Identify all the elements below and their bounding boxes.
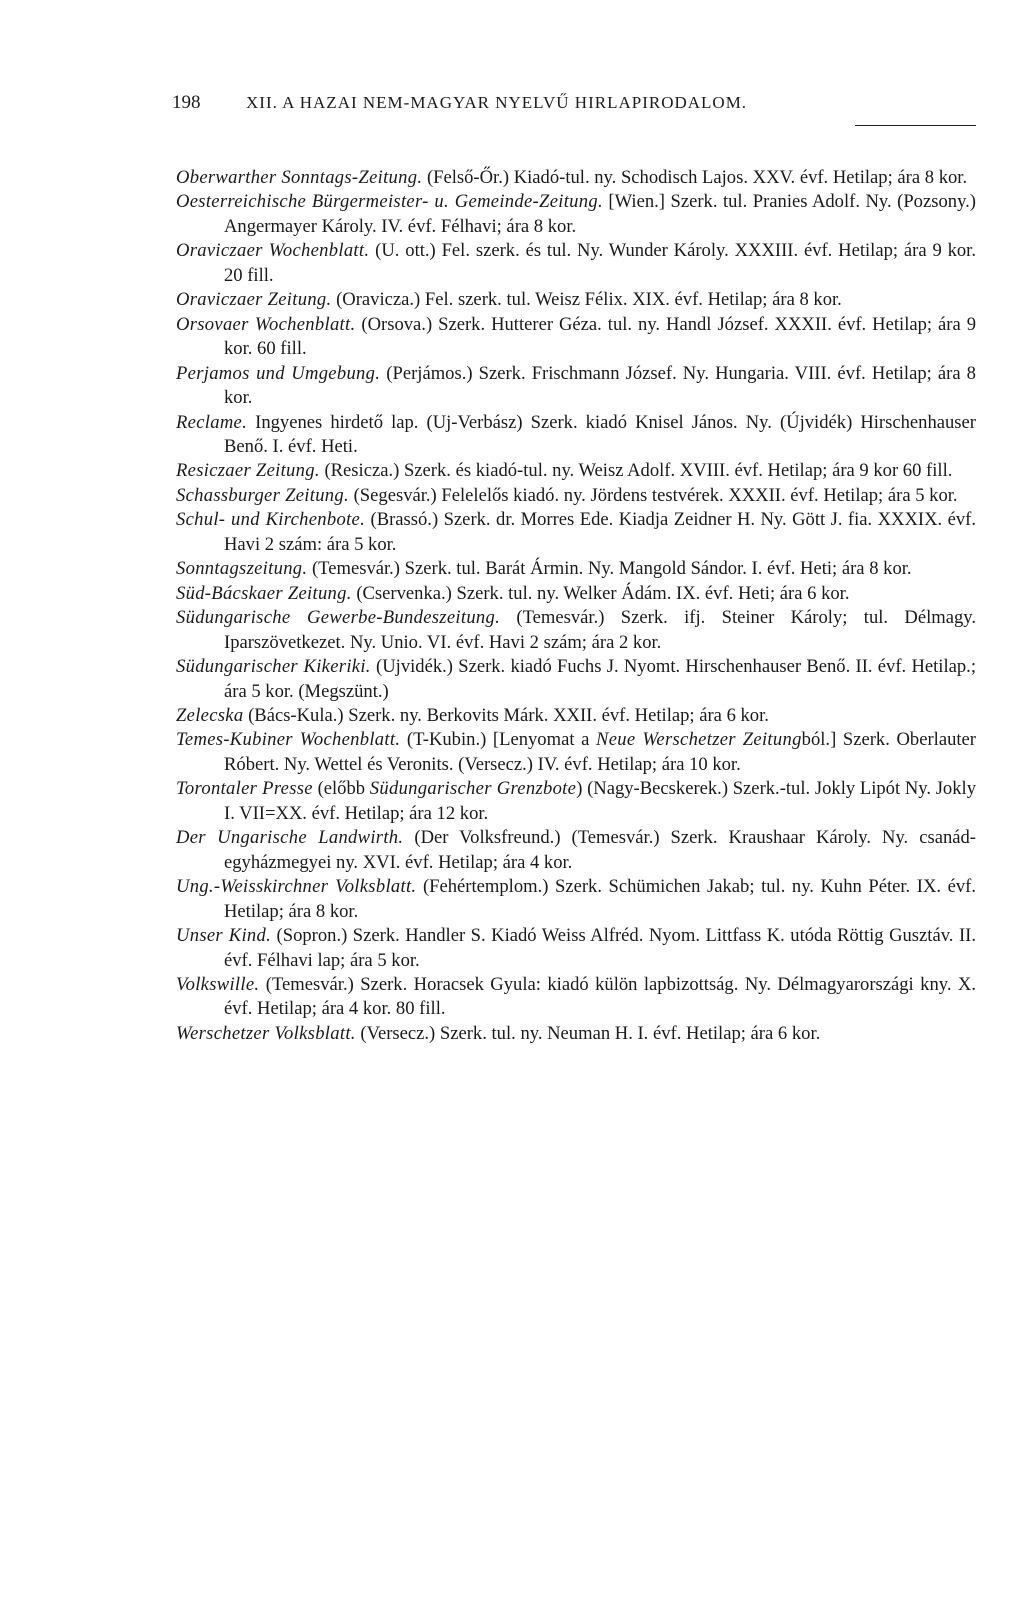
running-header: [172, 92, 978, 114]
entry-text-secondary: ) (Nagy-Becskerek.) Szerk.-tul. Jokly Lipót Ny. Jokly I. VII=XX. évf. Hetilap; ára 12 kor.: [224, 778, 976, 824]
entry-list: [178, 166, 976, 1046]
list-item: [178, 728, 976, 777]
entry-text: (Orsova.) Szerk. Hutterer Géza. tul. ny. Handl József. XXXII. évf. Hetilap; ára 9 kor. 60 fill.: [224, 313, 977, 360]
entry-text: [Wien.] Szerk. tul. Pranies Adolf. Ny. (Pozsony.) Angermayer Károly. IV. évf. Félhavi; ára 8 kor.: [224, 191, 976, 237]
list-item: [178, 166, 976, 190]
list-item: [178, 484, 976, 508]
entry-title: Ung.-Weisskirchner Volksblatt.: [176, 876, 417, 898]
running-title: XII. A HAZAI NEM-MAGYAR NYELVŰ HIRLAPIRODALOM.: [246, 93, 748, 112]
entry-text: (Der Volksfreund.) (Temesvár.) Szerk. Kraushaar Károly. Ny. csanád-egyházmegyei ny. XVI. évf. Hetilap; ára 4 kor.: [224, 827, 976, 873]
entry-title: Südungarischer Kikeriki.: [176, 656, 371, 678]
entry-text: (Brassó.) Szerk. dr. Morres Ede. Kiadja Zeidner H. Ny. Gött J. fia. XXXIX. évf. Havi 2 szám: ára 5 kor.: [224, 509, 977, 555]
entry-text: (Felső-Őr.) Kiadó-tul. ny. Schodisch Lajos. XXV. évf. Hetilap; ára 8 kor.: [422, 167, 968, 188]
entry-text: (Temesvár.) Szerk. ifj. Steiner Károly; tul. Délmagy. Iparszövetkezet. Ny. Unio. VI. évf. Havi 2 szám; ára 2 kor.: [224, 607, 976, 653]
entry-text: (Fehértemplom.) Szerk. Schümichen Jakab; tul. ny. Kuhn Péter. IX. évf. Hetilap; ára 8 kor.: [224, 876, 976, 922]
entry-text: (Sopron.) Szerk. Handler S. Kiadó Weiss Alfréd. Nyom. Littfass K. utóda Röttig Gusztáv. II. évf. Félhavi lap; ára 5 kor.: [224, 925, 976, 971]
entry-text: (Perjámos.) Szerk. Frischmann József. Ny. Hungaria. VIII. évf. Hetilap; ára 8 kor.: [224, 362, 976, 409]
list-item: [178, 288, 976, 312]
list-item: [178, 557, 976, 581]
list-item: [178, 459, 976, 483]
header-rule: [855, 125, 976, 126]
list-item: [178, 777, 976, 826]
entry-text: (Bács-Kula.) Szerk. ny. Berkovits Márk. XXII. évf. Hetilap; ára 6 kor.: [243, 704, 769, 726]
list-item: [178, 924, 976, 973]
entry-text: (Temesvár.) Szerk. tul. Barát Ármin. Ny. Mangold Sándor. I. évf. Heti; ára 8 kor.: [307, 558, 912, 580]
page-number: 198: [172, 92, 201, 113]
entry-text: (Temesvár.) Szerk. Horacsek Gyula: kiadó külön lapbizottság. Ny. Délmagyarországi kny. X. évf. Hetilap; ára 4 kor. 80 fill.: [224, 973, 976, 1020]
list-item: [178, 655, 976, 704]
entry-title: Unser Kind.: [176, 925, 272, 947]
entry-title: Schassburger Zeitung.: [176, 484, 349, 506]
list-item: [178, 1022, 976, 1046]
list-item: [178, 362, 976, 411]
entry-text: (előbb: [312, 778, 370, 800]
list-item: [178, 582, 976, 606]
entry-title: Süd-Bácskaer Zeitung.: [176, 582, 352, 604]
entry-title: Reclame.: [176, 411, 248, 433]
entry-text: (Ujvidék.) Szerk. kiadó Fuchs J. Nyomt. Hirschenhauser Benő. II. évf. Hetilap.; ára 5 kor. (Megszünt.): [224, 656, 976, 702]
entry-title: Zelecska: [176, 704, 244, 726]
entry-title: Resiczaer Zeitung.: [176, 460, 320, 482]
entry-title-secondary: Südungarischer Grenzbote: [369, 778, 577, 800]
entry-text: (Versecz.) Szerk. tul. ny. Neuman H. I. évf. Hetilap; ára 6 kor.: [355, 1022, 821, 1044]
list-item: [178, 606, 976, 655]
entry-title: Oberwarther Sonntags-Zeitung.: [176, 167, 423, 188]
entry-text: (T-Kubin.) [Lenyomat a: [400, 729, 596, 751]
entry-text: (Oravicza.) Fel. szerk. tul. Weisz Félix. XIX. évf. Hetilap; ára 8 kor.: [331, 289, 842, 311]
list-item: [178, 508, 976, 557]
entry-title: Der Ungarische Landwirth.: [176, 827, 404, 849]
entry-title: Schul- und Kirchenbote.: [176, 509, 366, 531]
list-item: [178, 411, 976, 460]
entry-title: Werschetzer Volksblatt.: [176, 1022, 356, 1044]
list-item: [178, 826, 976, 875]
list-item: [178, 973, 976, 1022]
list-item: [178, 704, 976, 728]
entry-text: (Cservenka.) Szerk. tul. ny. Welker Ádám. IX. évf. Heti; ára 6 kor.: [351, 582, 850, 604]
entry-title: Oraviczaer Wochenblatt.: [176, 240, 370, 262]
entry-title: Oraviczaer Zeitung.: [176, 289, 332, 311]
entry-title: Südungarische Gewerbe-Bundeszeitung.: [176, 607, 501, 629]
entry-title: Perjamos und Umgebung.: [176, 362, 381, 384]
entry-text-secondary: ból.] Szerk. Oberlauter Róbert. Ny. Wettel és Veronits. (Versecz.) IV. évf. Hetilap; ára 10 kor.: [224, 729, 977, 775]
list-item: [178, 875, 976, 924]
list-item: [178, 313, 976, 362]
entry-title: Torontaler Presse: [176, 778, 313, 800]
entry-title: Orsovaer Wochenblatt.: [176, 313, 356, 335]
entry-title: Temes-Kubiner Wochenblatt.: [176, 729, 401, 751]
entry-text: (Segesvár.) Felelelős kiadó. ny. Jördens testvérek. XXXII. évf. Hetilap; ára 5 kor.: [348, 484, 958, 506]
list-item: [178, 239, 976, 288]
entry-text: (U. ott.) Fel. szerk. és tul. Ny. Wunder Károly. XXXIII. évf. Hetilap; ára 9 kor. 20 fill.: [224, 240, 976, 286]
list-item: [178, 190, 976, 239]
entry-title-secondary: Neue Werschetzer Zeitung: [596, 729, 802, 751]
entry-text: (Resicza.) Szerk. és kiadó-tul. ny. Weisz Adolf. XVIII. évf. Hetilap; ára 9 kor 60 fill.: [319, 460, 953, 482]
entry-title: Sonntagszeitung.: [176, 558, 308, 580]
entry-text: Ingyenes hirdető lap. (Uj-Verbász) Szerk. kiadó Knisel János. Ny. (Újvidék) Hirschenhauser Benő. I. évf. Heti.: [224, 411, 976, 457]
entry-title: Volkswille.: [176, 973, 260, 995]
entry-title: Oesterreichische Bürgermeister- u. Gemeinde-Zeitung.: [176, 191, 603, 213]
